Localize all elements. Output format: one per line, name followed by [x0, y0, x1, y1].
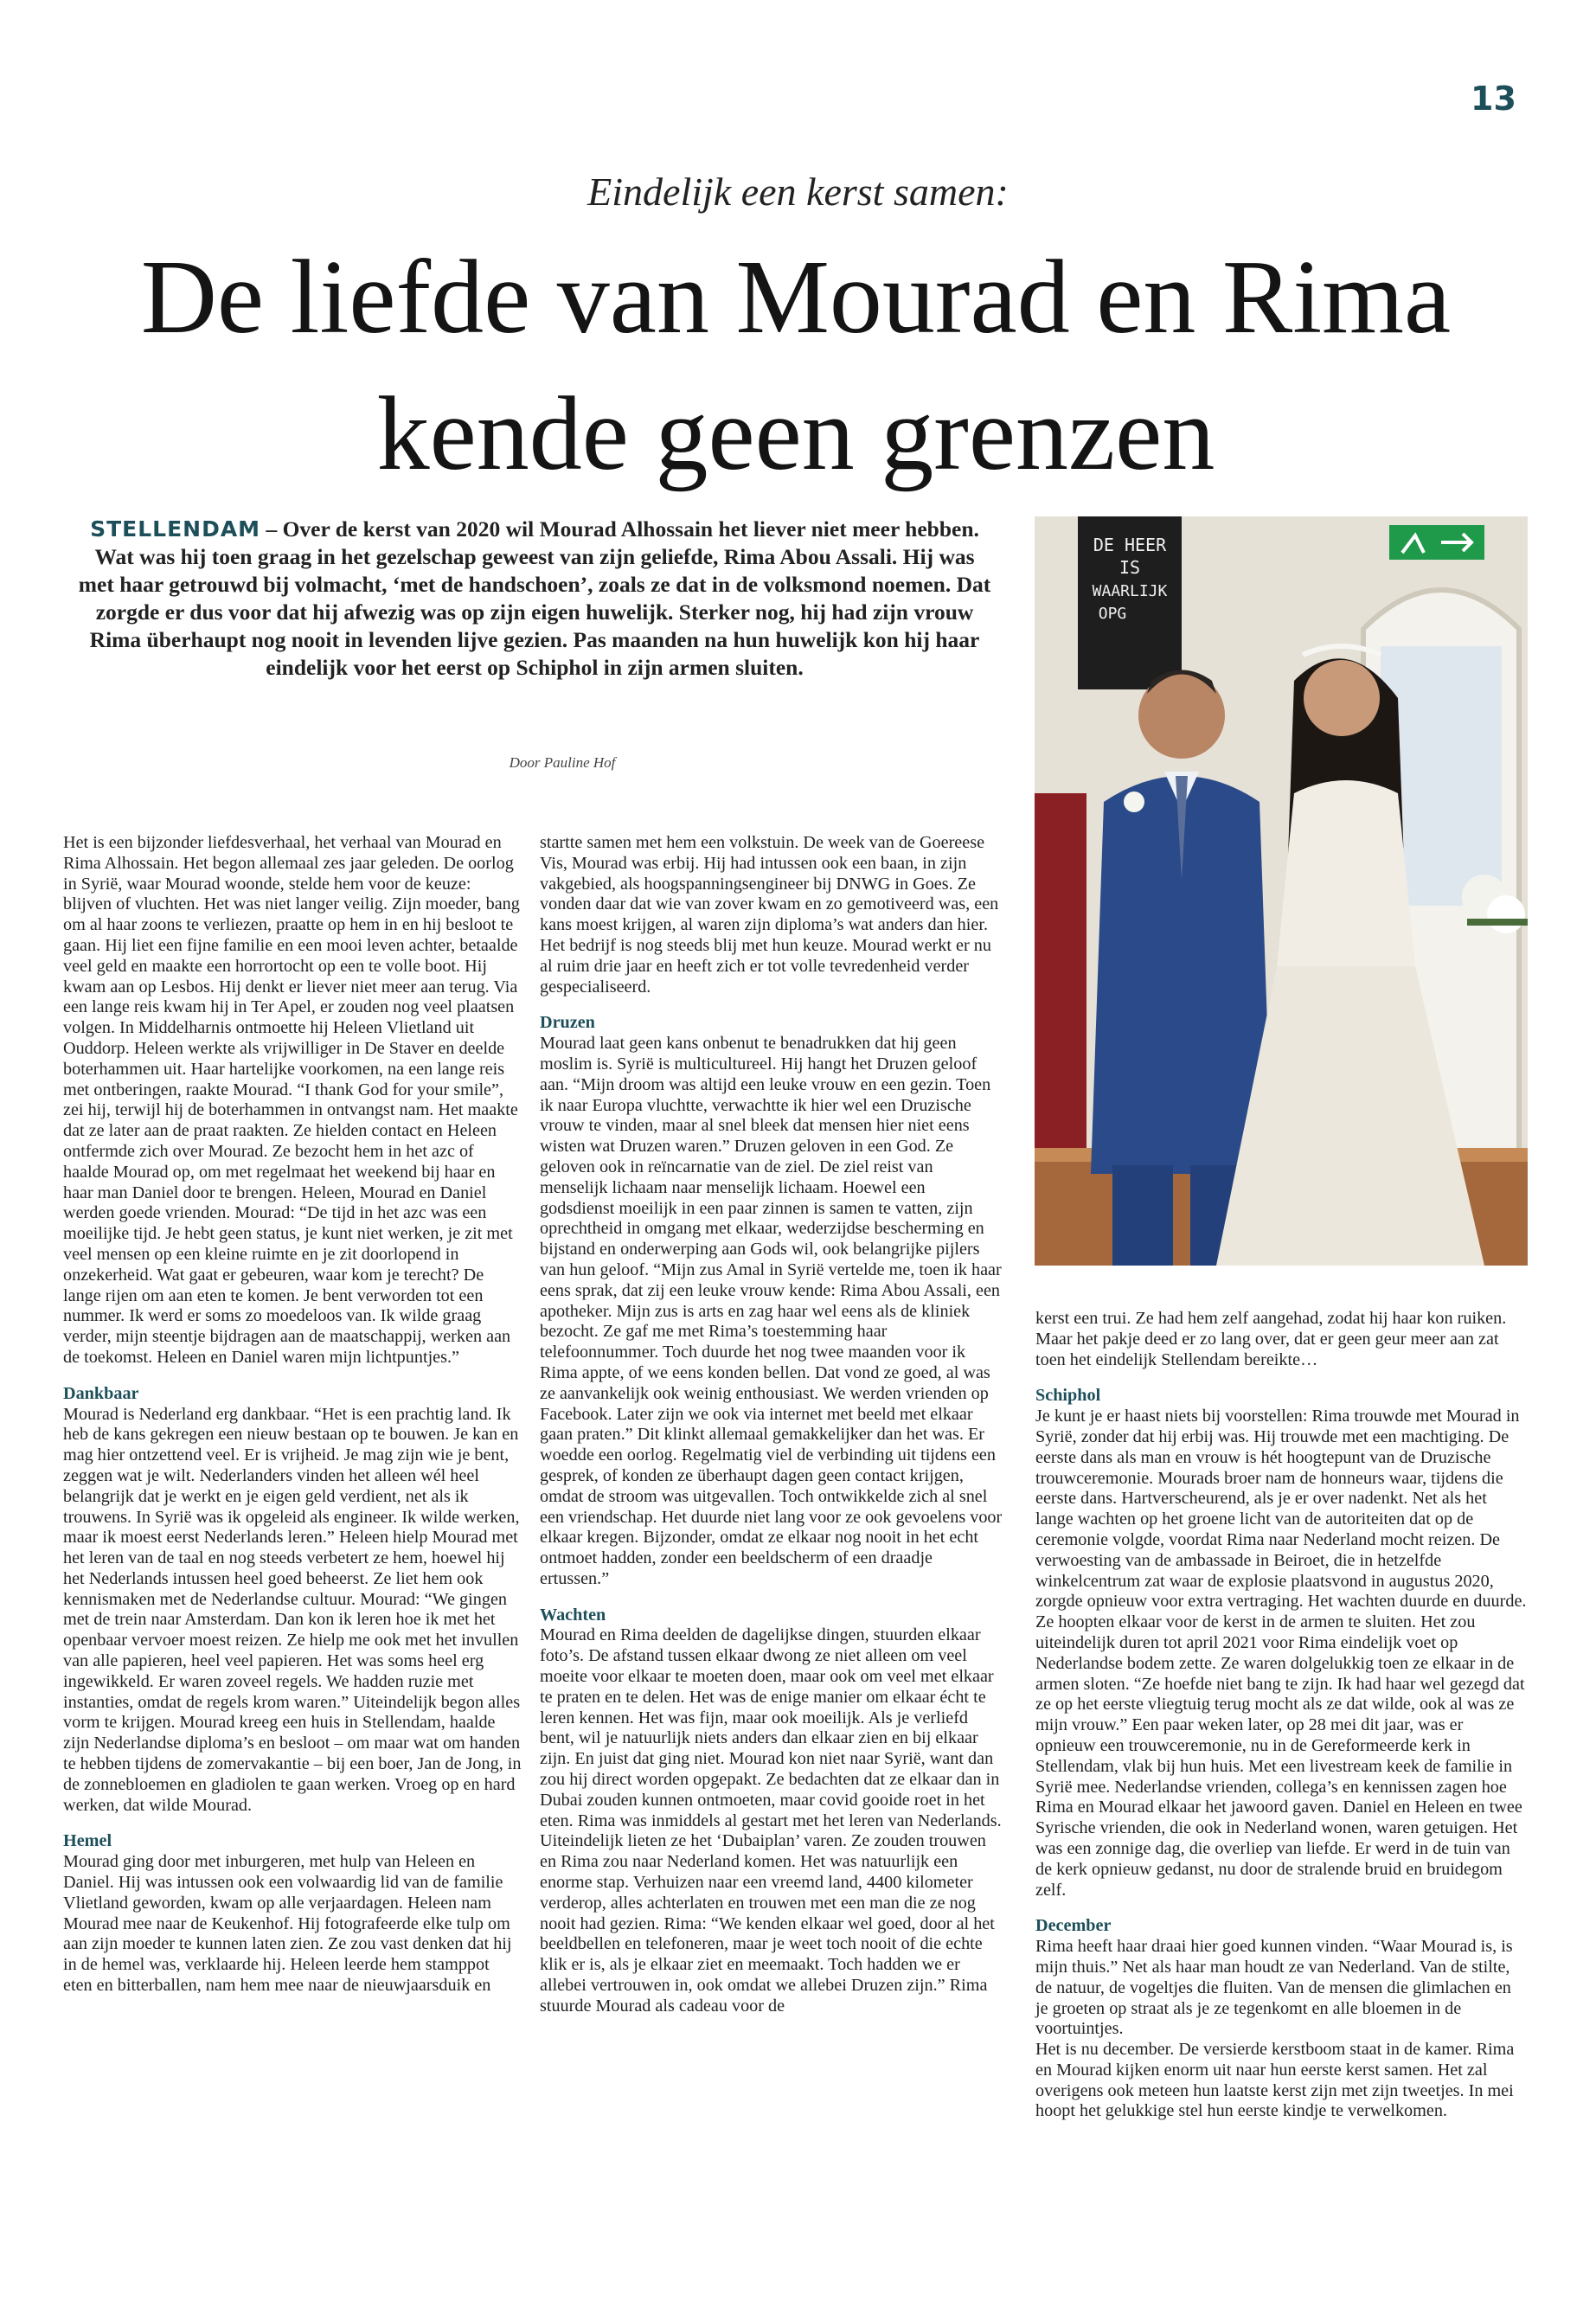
subheading-hemel: Hemel [63, 1831, 112, 1851]
paragraph: Mourad laat geen kans onbenut te benadrukken dat hij geen moslim is. Syrië is multicultureel. Hij hangt het Druzen geloof aan. “Mijn droom was altijd een leuke vrouw en een gezin. Toen ik naar Europa vluchtte, verwachtte ik hier wel een Druzische vrouw te vinden, maar al snel bleek dat mensen hier niet eens wisten wat Druzen waren.” Druzen geloven in een God. Ze geloven ook in reïncarnatie van de ziel. De ziel reist van menselijk lichaam naar menselijk lichaam. Hoewel een godsdienst moeilijk in een paar zinnen is samen te vatten, zijn oprechtheid in omgang met elkaar, wederzijdse bescherming en bijstand en onderwerping aan Gods wil, ook belangrijke pijlers van hun geloof. “Mijn zus Amal in Syrië vertelde me, toen ik haar eens sprak, dat zij een leuke vrouw kende: Rima Abou Assali, een apotheker. Mijn zus is arts en zag haar wel eens als de kliniek bezocht. Ze gaf me met Rima’s toestemming haar telefoonnummer. Toch duurde het nog twee maanden voor ik Rima appte, of we eens konden bellen. Dat vond ze goed, al was ze aanvankelijk ook weinig enthousiast. We werden vrienden op Facebook. Later zijn we ook via internet met beeld met elkaar gaan praten.” Dit klinkt allemaal gemakkelijker dan het was. Er woedde een oorlog. Regelmatig viel de verbinding uit tijdens een gesprek, of konden ze überhaupt dagen geen contact krijgen, omdat de stroom was uitgevallen. Toch ontwikkelde zich al snel een vriendschap. Het duurde niet lang voor ze ook gevoelens voor elkaar kregen. Bijzonder, omdat ze elkaar nog nooit in het echt ontmoet hadden, zonder een beeldscherm of een draadje ertussen.” [540, 1034, 1003, 1588]
hymn-line-3: WAARLIJK [1092, 582, 1168, 600]
subheading-wachten: Wachten [540, 1605, 606, 1625]
article-column-3 [1035, 1309, 1527, 2122]
kicker: Eindelijk een kerst samen: [587, 170, 1009, 214]
intro [76, 516, 993, 682]
paragraph: Mourad is Nederland erg dankbaar. “Het is een prachtig land. Ik heb de kans gekregen een nieuw bestaan op te bouwen. Je kan en mag hier ontzettend veel. Er is vrijheid. Je mag zijn wie je bent, zeggen wat je wilt. Nederlanders vinden het alleen wél heel belangrijk dat je werkt en je eigen geld verdient, net als ik trouwens. In Syrië was ik opgeleid als engineer. Ik wilde werken, maar ik moest eerst Nederlands leren.” Heleen hielp Mourad met het leren van de taal en nog steeds verbetert ze hem, hoewel hij het Nederlands intussen heel goed beheerst. Ze liet hem ook kennismaken met de Nederlandse cultuur. Mourad: “We gingen met de trein naar Amsterdam. Dan kon ik leren hoe ik met het openbaar vervoer moest reizen. Ze hielp me ook met het invullen van alle papieren, heel veel papieren. Het was soms heel erg ingewikkeld. Er waren zoveel regels. We hadden ruzie met instanties, omdat de regels krom waren.” Uiteindelijk begon alles vorm te krijgen. Mourad kreeg een huis in Stellendam, haalde zijn Nederlandse diploma’s en besloot – om maar wat om handen te hebben tijdens de zomervakantie – bij een boer, Jan de Jong, in de zonnebloemen en gladiolen te gaan werken. Vroeg op en hard werken, dat wilde Mourad. [63, 1404, 522, 1815]
subheading-druzen: Druzen [540, 1013, 595, 1033]
subheading-december: December [1035, 1916, 1112, 1936]
paragraph: Je kunt je er haast niets bij voorstellen: Rima trouwde met Mourad in Syrië, zonder dat hij erbij was. Hij trouwde met een machtiging. De eerste dans als man en vrouw is hét hoogtepunt van de Druzische trouwceremonie. Mourads broer nam de honneurs waar, tijdens die eerste dans. Hartverscheurend, als je er over nadenkt. Net als het lange wachten op het groene licht van de autoriteiten dat op de ceremonie volgde, voordat Rima naar Nederland mocht reizen. De verwoesting van de ambassade in Beiroet, die in hetzelfde winkelcentrum zat waar de explosie plaatsvond in augustus 2020, zorgde opnieuw voor extra vertraging. Het wachten duurde en duurde. Ze hoopten elkaar voor de kerst in de armen te sluiten. Het zou uiteindelijk duren tot april 2021 voor Rima eindelijk voet op Nederlandse bodem zette. Ze waren dolgelukkig toen ze elkaar in de armen sloten. “Ze hoefde niet bang te zijn. Ik had haar wel gezegd dat ze op het eerste vliegtuig terug mocht als ze dat wilde, ook al was ze mijn vrouw.” Een paar weken later, op 28 mei dit jaar, was er opnieuw een trouwceremonie, nu in de Gereformeerde kerk in Stellendam, vlak bij hun huis. Met een livestream keek de familie in Syrië mee. Nederlandse vrienden, collega’s en kennissen zagen hoe Rima en Mourad elkaar het jawoord gaven. Daniel en Heleen en twee Syrische vrienden, die ook in Nederland wonen, waren getuigen. Het was een zonnige dag, die overliep van liefde. Er werd in de tuin van de kerk opnieuw gedanst, nu door de stralende bruid en bruidegom zelf. [1035, 1407, 1527, 1900]
hymn-line-1: DE HEER [1093, 535, 1167, 555]
paragraph: Mourad ging door met inburgeren, met hulp van Heleen en Daniel. Hij was intussen ook een volwaardig lid van de familie Vlietland geworden, kwam op alle verjaardagen. Heleen nam Mourad mee naar de Keukenhof. Hij fotografeerde elke tulp om aan zijn moeder te kunnen laten zien. Ze zou vast denken dat hij in de hemel was, verklaarde hij. Heleen leerde hem stamppot eten en bitterballen, nam hem mee naar de nieuwjaarsduik en [63, 1852, 512, 1996]
wedding-photo-illustration [1035, 516, 1528, 1266]
paragraph: Het is een bijzonder liefdesverhaal, het verhaal van Mourad en Rima Alhossain. Het begon allemaal zes jaar geleden. De oorlog in Syrië, waar Mourad woonde, stelde hem voor de keuze: blijven of vluchten. Het was niet langer veilig. Zijn moeder, bang om al haar zoons te verliezen, praatte op hem in en hij besloot te gaan. Hij liet een fijne familie en een mooi leven achter, betaalde veel geld en maakte een horrortocht op een te volle boot. Hij kwam aan op Lesbos. Hij denkt er liever niet meer aan terug. Via een lange reis kwam hij in Ter Apel, er zouden nog veel plaatsen volgen. In Middelharnis ontmoette hij Heleen Vlietland uit Ouddorp. Heleen werkte als vrijwilliger in De Staver en deelde boterhammen uit. Haar hartelijke voorkomen, na een lange reis met ontberingen, raakte Mourad. “I thank God for your smile”, zei hij, terwijl hij de boterhammen in ontvangst nam. Het maakte dat ze later aan de praat raakten. Ze hielden contact en Heleen ontfermde zich over Mourad. Ze bezocht hem in het azc of haalde Mourad op, om met regelmaat het weekend bij haar en haar man Daniel door te brengen. Heleen, Mourad en Daniel werden goede vrienden. Mourad: “De tijd in het azc was een moeilijke tijd. Je hebt geen status, je kunt niet werken, je zit met veel mensen op een kleine ruimte en je zit doorlopend in onzekerheid. Wat gaat er gebeuren, waar kom je terecht? De lange rijen om aan eten te komen. Je bent verworden tot een nummer. Ik werd er soms zo moedeloos van. Ik wilde graag verder, mijn steentje bijdragen aan de maatschappij, werken aan de toekomst. Heleen en Daniel waren mijn lichtpuntjes.” [63, 833, 520, 1367]
subheading-schiphol: Schiphol [1035, 1386, 1101, 1406]
byline: Door Pauline Hof [509, 754, 616, 771]
article-column-1 [63, 833, 522, 1997]
paragraph: Het is nu december. De versierde kerstboom staat in de kamer. Rima en Mourad kijken enorm uit naar hun eerste kerst samen. Het zal overigens ook meteen hun laatste kerst zijn met zijn tweetjes. In mei hoopt het gelukkige stel hun eerste kindje te verwelkomen. [1035, 2040, 1515, 2121]
hymn-line-2: IS [1118, 557, 1141, 578]
headline: De liefde van Mourad en Rima kende geen grenzen [140, 239, 1452, 492]
subheading-dankbaar: Dankbaar [63, 1383, 139, 1403]
paragraph: kerst een trui. Ze had hem zelf aangehad, zodat hij haar kon ruiken. Maar het pakje deed er zo lang over, dat er geen geur meer aan zat toen het eindelijk Stellendam bereikte… [1035, 1309, 1507, 1369]
intro-text: – Over de kerst van 2020 wil Mourad Alhossain het liever niet meer hebben. Wat was hij toen graag in het gezelschap geweest van zijn geliefde, Rima Abou Assali. Hij was met haar getrouwd bij volmacht, ‘met de handschoen’, zoals ze dat in de volksmond noemen. Dat zorgde er dus voor dat hij afwezig was op zijn eigen huwelijk. Sterker nog, hij had zijn vrouw Rima überhaupt nog nooit in levenden lijve gezien. Pas maanden na hun huwelijk kon hij haar eindelijk voor het eerst op Schiphol in zijn armen sluiten. [78, 516, 991, 680]
dateline: STELLENDAM [90, 516, 261, 542]
page-number: 13 [1471, 80, 1516, 118]
paragraph: Rima heeft haar draai hier goed kunnen vinden. “Waar Mourad is, is mijn thuis.” Net als haar man houdt ze van Nederland. Van de stilte, de natuur, de vogeltjes die fluiten. Van de mensen die glimlachen en je groeten op straat als je ze tegenkomt en alle bloemen in de voortuintjes. [1035, 1937, 1513, 2039]
paragraph: startte samen met hem een volkstuin. De week van de Goereese Vis, Mourad was erbij. Hij had intussen ook een baan, in zijn vakgebied, als hoogspanningsengineer bij DNWG in Goes. Ze vonden daar dat wie van zover kwam en zo gemotiveerd was, een kans moest krijgen, al waren zijn diploma’s wat anders dan hier. Het bedrijf is nog steeds blij met hun keuze. Mourad werkt er nu al ruim drie jaar en heeft zich er tot volle tevredenheid verder gespecialiseerd. [540, 833, 999, 997]
paragraph: Mourad en Rima deelden de dagelijkse dingen, stuurden elkaar foto’s. De afstand tussen elkaar dwong ze niet alleen om veel moeite voor elkaar te moeten doen, maar ook om veel met elkaar te praten en te delen. Het was de enige manier om elkaar écht te leren kennen. Het was fijn, maar ook moeilijk. Als je verliefd bent, wil je natuurlijk niets anders dan elkaar zien en bij elkaar zijn. En juist dat ging niet. Mourad kon niet naar Syrië, want dan zou hij direct worden opgepakt. Ze bedachten dat ze elkaar dan in Dubai zouden kunnen ontmoeten, maar covid gooide roet in het eten. Rima was inmiddels al gestart met het leren van Nederlands. Uiteindelijk lieten ze het ‘Dubaiplan’ varen. Ze zouden trouwen en Rima zou naar Nederland komen. Het was natuurlijk een enorme stap. Verhuizen naar een vreemd land, 4400 kilometer verderop, alles achterlaten en trouwen met een man die ze nog nooit had gezien. Rima: “We kenden elkaar wel goed, door al het beeldbellen en telefoneren, maar je weet toch nooit of die echte klik er is, als je elkaar ziet en meemaakt. Toch hadden we er allebei vertrouwen in, ook omdat we allebei Druzen zijn.” Rima stuurde Mourad als cadeau voor de [540, 1625, 1002, 2016]
article-column-2 [540, 833, 1003, 2017]
hymn-line-4: OPG [1098, 605, 1127, 623]
wedding-photo [1035, 516, 1528, 1266]
